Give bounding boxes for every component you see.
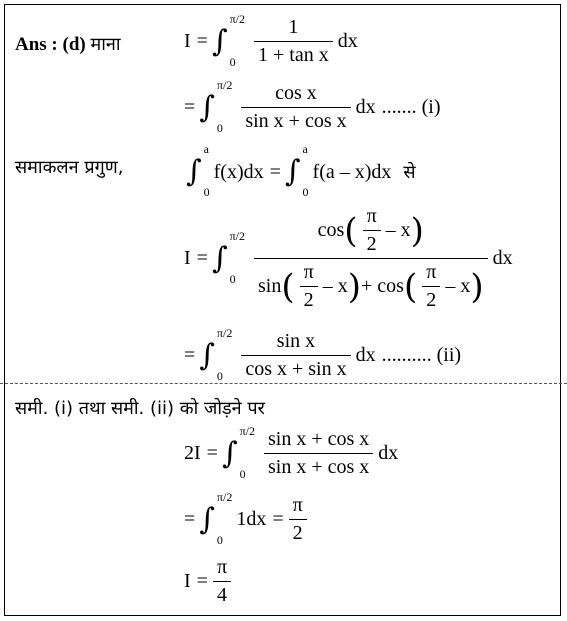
fraction: $\frac{\pi}{2}$ xyxy=(289,494,307,545)
ans-text: Ans : xyxy=(15,34,58,55)
fraction: cos ( $\frac{\pi}{2}$ – x ) sin ( $\frac{\pi}{2}$ – x ) + cos ( $\frac{\pi}{2}$ – x ) xyxy=(254,205,488,312)
equals: = xyxy=(272,508,284,530)
limits: a 0 xyxy=(302,142,309,199)
integral-sign: ∫ xyxy=(211,23,228,59)
add-equations-label xyxy=(15,396,265,420)
fraction: $\frac{\text{cos x}}{\text{sin x + cos x}}$ xyxy=(241,82,350,133)
dx: dx xyxy=(355,96,376,118)
equation-6 xyxy=(184,489,312,547)
equals: = xyxy=(269,160,281,183)
equation-tag-i: ....... (i) xyxy=(381,96,441,118)
integral-sign: ∫ xyxy=(211,240,228,276)
equals: = xyxy=(196,570,208,592)
fraction: $\frac{\text{sin x}}{\text{cos x + sin x}}$ xyxy=(241,330,350,381)
var-I: I xyxy=(184,247,191,269)
fax-dx: f(a – x)dx xyxy=(312,160,392,183)
equals: = xyxy=(196,30,208,52)
equation-4 xyxy=(184,325,462,383)
equation-7 xyxy=(184,556,236,607)
equals: = xyxy=(184,96,196,118)
fraction: $\frac{\text{sin x + cos x}}{\text{sin x + cos x}}$ xyxy=(264,428,373,479)
limits: π/2 0 xyxy=(216,325,233,383)
integral-sign: ∫ xyxy=(284,154,301,189)
equals: = xyxy=(184,344,196,366)
limits: a 0 xyxy=(203,142,210,199)
one-dx: 1dx xyxy=(236,508,267,530)
answer-label xyxy=(15,32,121,56)
equals: = xyxy=(206,442,218,464)
integral-sign: ∫ xyxy=(199,89,215,125)
equation-1 xyxy=(184,11,358,69)
fx-dx: f(x)dx xyxy=(213,160,264,183)
equation-2 xyxy=(184,77,441,135)
limits: π/2 0 xyxy=(239,423,255,481)
integral-sign: ∫ xyxy=(199,337,215,373)
limits: π/2 0 xyxy=(216,489,233,547)
var-I: I xyxy=(184,570,191,592)
dx: dx xyxy=(492,247,513,269)
dx: dx xyxy=(337,30,358,52)
se-text: से xyxy=(403,162,416,183)
property-equation xyxy=(182,142,416,199)
equals: = xyxy=(196,247,208,269)
limits: π/2 0 xyxy=(229,11,245,69)
integral-sign: ∫ xyxy=(221,435,238,471)
equation-5 xyxy=(184,423,399,481)
limits: π/2 0 xyxy=(229,228,245,286)
dx: dx xyxy=(378,442,399,464)
property-label xyxy=(15,155,123,179)
equals: = xyxy=(184,508,196,530)
option-text: (d) xyxy=(62,34,86,55)
mana-text: माना xyxy=(90,34,121,55)
fraction: $\frac{1}{\text{1 + tan x}}$ xyxy=(254,16,333,67)
dx: dx xyxy=(355,344,376,366)
add-equations-text: समी. (i) तथा समी. (ii) को जोड़ने पर xyxy=(15,398,265,419)
limits: π/2 0 xyxy=(216,77,233,135)
property-text: समाकलन प्रगुण, xyxy=(15,157,124,178)
fraction: $\frac{\pi}{4}$ xyxy=(213,556,231,607)
equation-tag-ii: .......... (ii) xyxy=(381,344,462,366)
integral-sign: ∫ xyxy=(186,154,202,189)
equation-3 xyxy=(184,205,513,312)
section-divider xyxy=(0,383,567,384)
var-I: I xyxy=(184,30,191,52)
var-2I: 2I xyxy=(184,442,201,464)
integral-sign: ∫ xyxy=(199,501,215,537)
